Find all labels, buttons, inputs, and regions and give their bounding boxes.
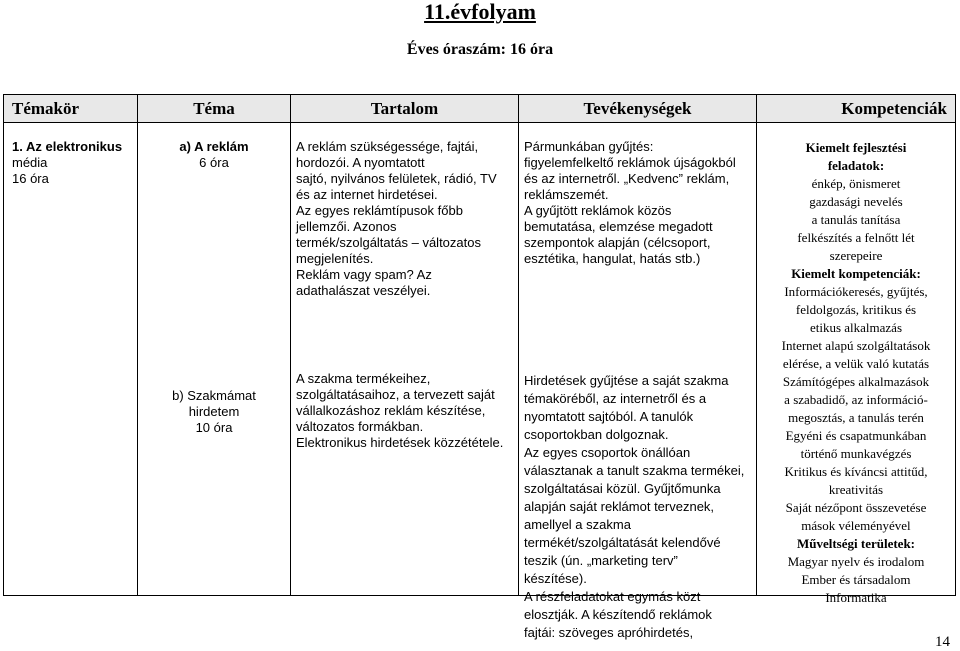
temakor-line: 1. Az elektronikus [12,139,123,154]
tartalom-line: megjelenítés. [296,251,374,266]
cell-temakor [4,123,138,596]
kompetencia-line: gazdasági nevelés [809,194,903,209]
tartalom-line: termék/szolgáltatás – változatos [296,235,481,250]
tema-a-line: 6 óra [199,155,229,170]
tema-b-line: hirdetem [188,404,240,419]
page-title: 11.évfolyam [424,0,536,24]
tartalom-line: sajtó, nyilvános felületek, rádió, TV [296,171,497,186]
header-tartalom: Tartalom [291,95,519,123]
kompetencia-line: Kiemelt fejlesztési [805,140,907,155]
annual-hours: Éves óraszám: 16 óra [406,41,554,58]
tevekenyseg-line: szolgáltatásai közül. Gyűjtőmunka [524,481,721,496]
kompetencia-line: Internet alapú szolgáltatások [781,338,931,353]
cell-tartalom [291,123,519,596]
tevekenyseg-b-text [524,372,752,642]
tartalom-a-text [296,139,514,299]
tevekenyseg-line: elosztják. A készítendő reklámok [524,607,712,622]
kompetencia-line: Műveltségi területek: [796,536,916,551]
kompetencia-line: történő munkavégzés [800,446,912,461]
header-tevekenysegek: Tevékenységek [519,95,757,123]
kompetencia-line: Számítógépes alkalmazások [782,374,930,389]
tartalom-line: Az egyes reklámtípusok főbb [296,203,463,218]
kompetencia-line: Kiemelt kompetenciák: [791,266,921,281]
tevekenyseg-line: termékét/szolgáltatását kelendővé [524,535,721,550]
tevekenyseg-line: reklámszemét. [524,187,609,202]
table-header-row [4,95,956,123]
cell-tema [138,123,291,596]
tevekenyseg-line: A gyűjtött reklámok közös [524,203,672,218]
tartalom-line: Elektronikus hirdetések közzététele. [296,435,504,450]
page-number: 14 [935,634,950,650]
tema-b-line: b) Szakmámat [172,388,256,403]
kompetencia-line: Kritikus és kíváncsi attitűd, [784,464,928,479]
tevekenyseg-line: figyelemfelkeltő reklámok újságokból [524,155,736,170]
kompetencia-line: felkészítés a felnőtt lét [797,230,915,245]
header-tema: Téma [138,95,291,123]
tevekenyseg-line: témaköréből, az internetről és a [524,391,707,406]
tema-a-line: a) A reklám [179,139,249,154]
tevekenyseg-line: választanak a tanult szakma termékei, [524,463,745,478]
tevekenyseg-line: szempontok alapján (célcsoport, [524,235,711,250]
temakor-line: 16 óra [12,171,49,186]
tevekenyseg-line: és az internetről. „Kedvenc” reklám, [524,171,730,186]
tevekenyseg-line: készítése). [524,571,587,586]
kompetencia-line: kreativitás [828,482,884,497]
tartalom-line: szolgáltatásaihoz, a tervezett saját [296,387,495,402]
tevekenyseg-line: teszik (ún. „marketing terv” [524,553,678,568]
tartalom-line: A reklám szükségessége, fajtái, [296,139,479,154]
tartalom-line: változatos formákban. [296,419,424,434]
tema-a-text [138,139,290,171]
tevekenyseg-line: fajtái: szöveges apróhirdetés, [524,625,694,640]
tartalom-line: A szakma termékeihez, [296,371,431,386]
tartalom-line: hordozói. A nyomtatott [296,155,425,170]
cell-kompetenciak [757,123,956,605]
tevekenyseg-line: nyomtatott sajtóból. A tanulók [524,409,694,424]
tema-b-text [138,388,290,436]
kompetencia-line: Információkeresés, gyűjtés, [784,284,928,299]
tartalom-line: jellemzői. Azonos [296,219,397,234]
tartalom-line: vállalkozáshoz reklám készítése, [296,403,486,418]
tevekenyseg-line: bemutatása, elemzése megadott [524,219,713,234]
kompetencia-line: Informatika [825,590,887,605]
kompetencia-line: feldolgozás, kritikus és [795,302,917,317]
tevekenyseg-line: esztétika, hangulat, hatás stb.) [524,251,701,266]
kompetencia-line: elérése, a velük való kutatás [782,356,930,371]
tevekenyseg-line: alapján saját reklámot terveznek, [524,499,715,514]
kompetencia-line: Magyar nyelv és irodalom [787,554,925,569]
kompetencia-line: mások véleményével [801,518,911,533]
tartalom-line: Reklám vagy spam? Az [296,267,432,282]
kompetencia-line: megosztás, a tanulás terén [788,410,924,425]
kompetencia-line: énkép, önismeret [811,176,901,191]
tartalom-line: és az internet hirdetései. [296,187,438,202]
header-temakor: Témakör [4,95,138,123]
tevekenyseg-a-text [524,139,752,267]
table-row [4,123,956,596]
temakor-line: média [12,155,48,170]
kompetencia-line: Ember és társadalom [801,572,911,587]
kompetencia-line: a tanulás tanítása [811,212,901,227]
kompetencia-line: a szabadidő, az információ- [784,392,928,407]
curriculum-table [3,94,956,640]
kompetencia-line: szerepeire [829,248,883,263]
header-kompetenciak: Kompetenciák [757,95,956,123]
tevekenyseg-line: Az egyes csoportok önállóan [524,445,691,460]
temakor-text [4,139,137,187]
kompetencia-line: Saját nézőpont összevetése [785,500,927,515]
tartalom-line: adathalászat veszélyei. [296,283,431,298]
tevekenyseg-line: Pármunkában gyűjtés: [524,139,654,154]
tevekenyseg-line: A részfeladatokat egymás közt [524,589,701,604]
tevekenyseg-line: Hirdetések gyűjtése a saját szakma [524,373,729,388]
tevekenyseg-line: csoportokban dolgoznak. [524,427,669,442]
kompetencia-line: etikus alkalmazás [809,320,903,335]
cell-tevekenysegek [519,123,757,640]
tevekenyseg-line: amellyel a szakma [524,517,631,532]
tema-b-line: 10 óra [195,420,233,435]
kompetencia-line: Egyéni és csapatmunkában [785,428,927,443]
tartalom-b-text [296,371,514,451]
kompetencia-line: feladatok: [827,158,885,173]
kompetenciak-text [759,139,953,607]
